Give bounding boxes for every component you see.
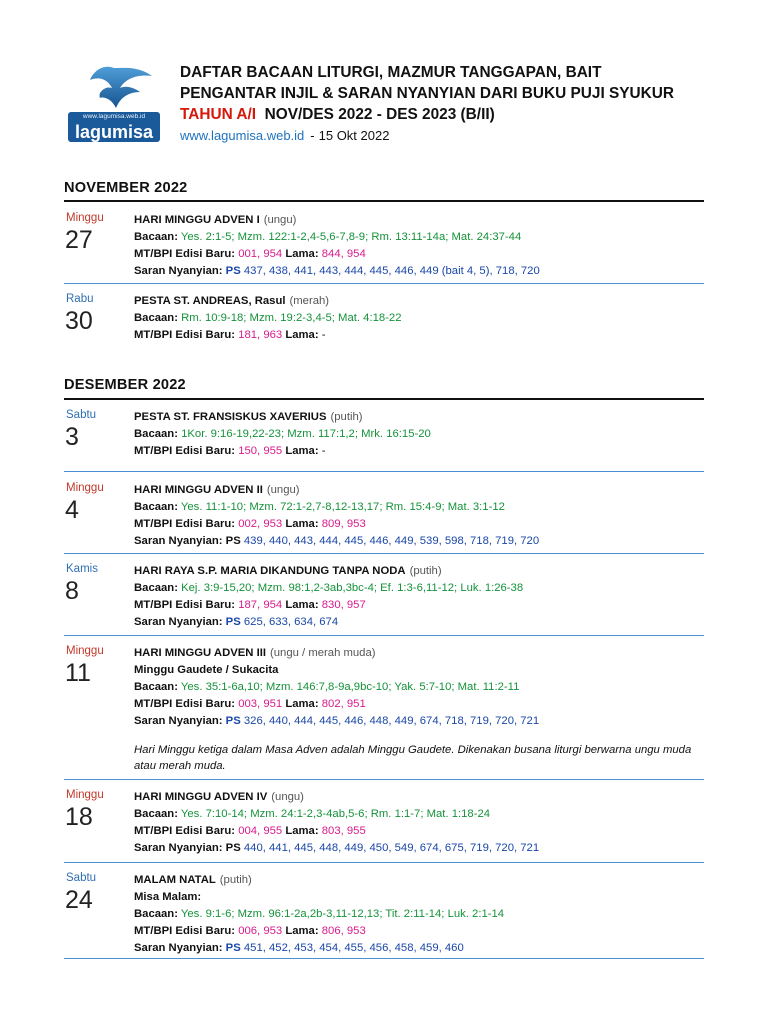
mt-baru: 004, 955 <box>238 825 283 837</box>
readings: Yes. 9:1-6; Mzm. 96:1-2a,2b-3,11-12,13; Tit. 2:11-14; Luk. 2:1-14 <box>180 908 505 920</box>
entry-details <box>134 482 704 550</box>
mt-label: MT/BPI Edisi Baru: <box>134 599 236 611</box>
readings: Kej. 3:9-15,20; Mzm. 98:1,2-3ab,3bc-4; Ef. 1:3-6,11-12; Luk. 1:26-38 <box>181 582 524 594</box>
saran-label: Saran Nyanyian: <box>134 842 223 854</box>
mt-label: MT/BPI Edisi Baru: <box>134 825 236 837</box>
mt-lama: 802, 951 <box>321 698 366 710</box>
calendar-entry <box>64 563 704 631</box>
mt-lama: - <box>321 329 326 341</box>
calendar-entry <box>64 872 704 956</box>
bacaan-label: Bacaan: <box>134 908 178 920</box>
song-suggestions: 440, 441, 445, 448, 449, 450, 549, 674, 675, 719, 720, 721 <box>243 842 540 854</box>
day-number: 18 <box>65 803 93 831</box>
readings: Yes. 7:10-14; Mzm. 24:1-2,3-4ab,5-6; Rm. 1:1-7; Mat. 1:18-24 <box>180 808 491 820</box>
mt-lama: 803, 955 <box>321 825 366 837</box>
day-of-week: Sabtu <box>66 409 97 421</box>
day-number: 11 <box>65 659 91 687</box>
feast-name: HARI MINGGU ADVEN IV <box>134 791 268 803</box>
mt-baru: 181, 963 <box>238 329 283 341</box>
entry-divider <box>64 958 704 959</box>
day-of-week: Minggu <box>66 212 104 224</box>
calendar-entry <box>64 212 704 280</box>
day-number: 4 <box>65 496 79 524</box>
day-of-week: Minggu <box>66 645 104 657</box>
lama-label: Lama: <box>285 825 319 837</box>
liturgical-color: (ungu) <box>266 484 300 496</box>
feast-name: HARI MINGGU ADVEN II <box>134 484 263 496</box>
feast-subtitle: Misa Malam: <box>134 891 202 903</box>
logo-text: lagumisa <box>74 122 154 142</box>
mt-label: MT/BPI Edisi Baru: <box>134 925 236 937</box>
title-line-3 <box>180 104 710 125</box>
readings: Yes. 2:1-5; Mzm. 122:1-2,4-5,6-7,8-9; Rm. 13:11-14a; Mat. 24:37-44 <box>180 231 522 243</box>
entry-details <box>134 409 704 460</box>
entry-divider <box>64 779 704 780</box>
period-range: NOV/DES 2022 - DES 2023 (B/II) <box>264 106 495 123</box>
feast-name: HARI MINGGU ADVEN I <box>134 214 260 226</box>
liturgical-note: Hari Minggu ketiga dalam Masa Adven adalah Minggu Gaudete. Dikenakan busana liturgi berwarna ungu muda atau merah muda. <box>134 744 692 772</box>
mt-lama: 809, 953 <box>321 518 366 530</box>
publish-date: 15 Okt 2022 <box>318 128 390 143</box>
logo-url: www.lagumisa.web.id <box>82 113 146 120</box>
bacaan-label: Bacaan: <box>134 582 178 594</box>
liturgical-year: TAHUN A/I <box>180 106 257 123</box>
feast-name: HARI MINGGU ADVEN III <box>134 647 267 659</box>
day-of-week: Rabu <box>66 293 94 305</box>
entry-details <box>134 789 704 857</box>
ps-label: PS <box>225 715 241 727</box>
lama-label: Lama: <box>285 925 319 937</box>
bacaan-label: Bacaan: <box>134 312 178 324</box>
day-of-week: Kamis <box>66 563 98 575</box>
mt-lama: 830, 957 <box>321 599 366 611</box>
liturgical-color: (ungu) <box>271 791 304 803</box>
entry-details <box>134 293 704 344</box>
lama-label: Lama: <box>285 248 319 260</box>
ps-label: PS <box>225 942 241 954</box>
liturgical-color: (putih) <box>330 411 363 423</box>
mt-label: MT/BPI Edisi Baru: <box>134 698 236 710</box>
entry-divider <box>64 862 704 863</box>
entry-details <box>134 212 704 280</box>
song-suggestions: 451, 452, 453, 454, 455, 456, 458, 459, 460 <box>243 942 464 954</box>
mt-baru: 006, 953 <box>238 925 283 937</box>
ps-label: PS <box>225 535 241 547</box>
lama-label: Lama: <box>285 518 319 530</box>
saran-label: Saran Nyanyian: <box>134 942 223 954</box>
saran-label: Saran Nyanyian: <box>134 535 223 547</box>
saran-label: Saran Nyanyian: <box>134 616 223 628</box>
mt-baru: 150, 955 <box>238 445 283 457</box>
entry-details <box>134 872 704 957</box>
bacaan-label: Bacaan: <box>134 501 178 513</box>
song-suggestions: 326, 440, 444, 445, 446, 448, 449, 674, 718, 719, 720, 721 <box>243 715 540 727</box>
title-line-1: DAFTAR BACAAN LITURGI, MAZMUR TANGGAPAN, BAIT <box>180 64 602 81</box>
mt-baru: 003, 951 <box>238 698 283 710</box>
mt-label: MT/BPI Edisi Baru: <box>134 248 236 260</box>
feast-name: PESTA ST. FRANSISKUS XAVERIUS <box>134 411 327 423</box>
section-divider <box>64 398 704 400</box>
mt-baru: 187, 954 <box>238 599 283 611</box>
liturgical-color: (ungu) <box>263 214 297 226</box>
entry-divider <box>64 283 704 284</box>
day-of-week: Minggu <box>66 789 104 801</box>
title-line-2: PENGANTAR INJIL & SARAN NYANYIAN DARI BUKU PUJI SYUKUR <box>180 85 674 102</box>
calendar-entry <box>64 409 704 459</box>
calendar-entry <box>64 482 704 550</box>
liturgical-color: (merah) <box>289 295 330 307</box>
day-number: 24 <box>65 886 93 914</box>
song-suggestions: 625, 633, 634, 674 <box>243 616 339 628</box>
song-suggestions: 439, 440, 443, 444, 445, 446, 449, 539, 598, 718, 719, 720 <box>243 535 540 547</box>
day-number: 27 <box>65 226 93 254</box>
mt-lama: - <box>321 445 326 457</box>
feast-name: MALAM NATAL <box>134 874 216 886</box>
readings: Yes. 11:1-10; Mzm. 72:1-2,7-8,12-13,17; Rm. 15:4-9; Mat. 3:1-12 <box>180 501 505 513</box>
calendar-entry <box>64 293 704 343</box>
bacaan-label: Bacaan: <box>134 681 178 693</box>
lagumisa-logo <box>64 62 164 144</box>
mt-baru: 002, 953 <box>238 518 283 530</box>
entry-divider <box>64 635 704 636</box>
saran-label: Saran Nyanyian: <box>134 265 223 277</box>
page-header <box>64 62 704 148</box>
saran-label: Saran Nyanyian: <box>134 715 223 727</box>
liturgical-color: (ungu / merah muda) <box>270 647 376 659</box>
section-title-november: NOVEMBER 2022 <box>64 180 188 196</box>
mt-baru: 001, 954 <box>238 248 283 260</box>
day-number: 3 <box>65 423 79 451</box>
entry-divider <box>64 553 704 554</box>
bacaan-label: Bacaan: <box>134 231 178 243</box>
lama-label: Lama: <box>285 329 319 341</box>
feast-subtitle: Minggu Gaudete / Sukacita <box>134 664 279 676</box>
lama-label: Lama: <box>285 445 319 457</box>
bacaan-label: Bacaan: <box>134 428 178 440</box>
day-of-week: Sabtu <box>66 872 97 884</box>
readings: Yes. 35:1-6a,10; Mzm. 146:7,8-9a,9bc-10; Yak. 5:7-10; Mat. 11:2-11 <box>180 681 520 693</box>
entry-divider <box>64 471 704 472</box>
calendar-entry <box>64 789 704 857</box>
lama-label: Lama: <box>285 698 319 710</box>
readings: Rm. 10:9-18; Mzm. 19:2-3,4-5; Mat. 4:18-22 <box>181 312 402 324</box>
ps-label: PS <box>225 842 241 854</box>
entry-details <box>134 645 704 774</box>
entry-details <box>134 563 704 631</box>
song-suggestions: 437, 438, 441, 443, 444, 445, 446, 449 (bait 4, 5), 718, 720 <box>243 265 540 277</box>
mt-label: MT/BPI Edisi Baru: <box>134 518 236 530</box>
source-line: www.lagumisa.web.id - 15 Okt 2022 <box>180 128 390 143</box>
mt-lama: 806, 953 <box>321 925 366 937</box>
calendar-entry <box>64 645 704 773</box>
day-of-week: Minggu <box>66 482 104 494</box>
bacaan-label: Bacaan: <box>134 808 178 820</box>
feast-name: PESTA ST. ANDREAS, Rasul <box>134 295 286 307</box>
liturgical-color: (putih) <box>409 565 442 577</box>
feast-name: HARI RAYA S.P. MARIA DIKANDUNG TANPA NODA <box>134 565 406 577</box>
section-title-desember: DESEMBER 2022 <box>64 377 186 393</box>
lama-label: Lama: <box>285 599 319 611</box>
document-title-block <box>180 62 710 145</box>
liturgical-color: (putih) <box>219 874 252 886</box>
ps-label: PS <box>225 616 241 628</box>
website-link[interactable]: www.lagumisa.web.id <box>180 128 305 143</box>
day-number: 8 <box>65 577 79 605</box>
ps-label: PS <box>225 265 241 277</box>
readings: 1Kor. 9:16-19,22-23; Mzm. 117:1,2; Mrk. 16:15-20 <box>181 428 431 440</box>
mt-label: MT/BPI Edisi Baru: <box>134 445 236 457</box>
mt-lama: 844, 954 <box>321 248 366 260</box>
mt-label: MT/BPI Edisi Baru: <box>134 329 236 341</box>
day-number: 30 <box>65 307 93 335</box>
section-divider <box>64 200 704 202</box>
